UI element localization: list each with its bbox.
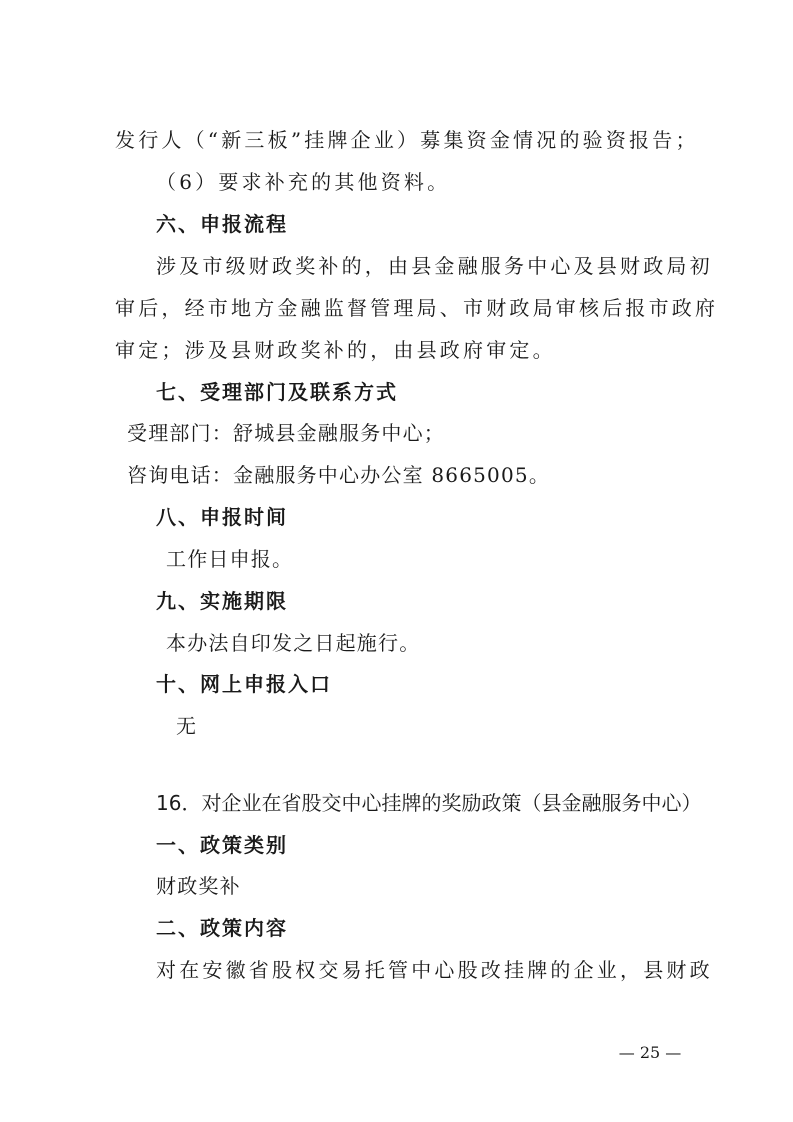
paragraph-line: 对在安徽省股权交易托管中心股改挂牌的企业，县财政 <box>156 958 713 982</box>
list-item: （6）要求补充的其他资料。 <box>156 170 451 194</box>
paragraph-line: 审后，经市地方金融监督管理局、市财政局审核后报市政府 <box>115 296 719 320</box>
paragraph-line: 咨询电话：金融服务中心办公室 8665005。 <box>127 463 551 487</box>
paragraph-line: 发行人（“新三板”挂牌企业）募集资金情况的验资报告； <box>115 128 699 152</box>
paragraph-line: 涉及市级财政奖补的，由县金融服务中心及县财政局初 <box>156 254 713 278</box>
section-heading: 六、申报流程 <box>156 212 288 236</box>
paragraph-line: 本办法自印发之日起施行。 <box>166 631 421 655</box>
paragraph-line: 工作日申报。 <box>166 547 294 571</box>
page-number: — 25 — <box>618 1043 682 1062</box>
section-heading: 十、网上申报入口 <box>156 672 332 696</box>
section-heading: 九、实施期限 <box>156 589 288 613</box>
section-heading: 八、申报时间 <box>156 505 288 529</box>
paragraph-line: 财政奖补 <box>156 874 241 898</box>
paragraph-line: 无 <box>176 714 200 738</box>
section-heading: 七、受理部门及联系方式 <box>156 380 398 404</box>
paragraph-line: 审定；涉及县财政奖补的，由县政府审定。 <box>115 338 556 362</box>
section-heading: 一、政策类别 <box>156 833 288 857</box>
section-heading: 二、政策内容 <box>156 916 288 940</box>
policy-title: 16．对企业在省股交中心挂牌的奖励政策（县金融服务中心） <box>156 791 702 815</box>
paragraph-line: 受理部门：舒城县金融服务中心； <box>127 421 445 445</box>
